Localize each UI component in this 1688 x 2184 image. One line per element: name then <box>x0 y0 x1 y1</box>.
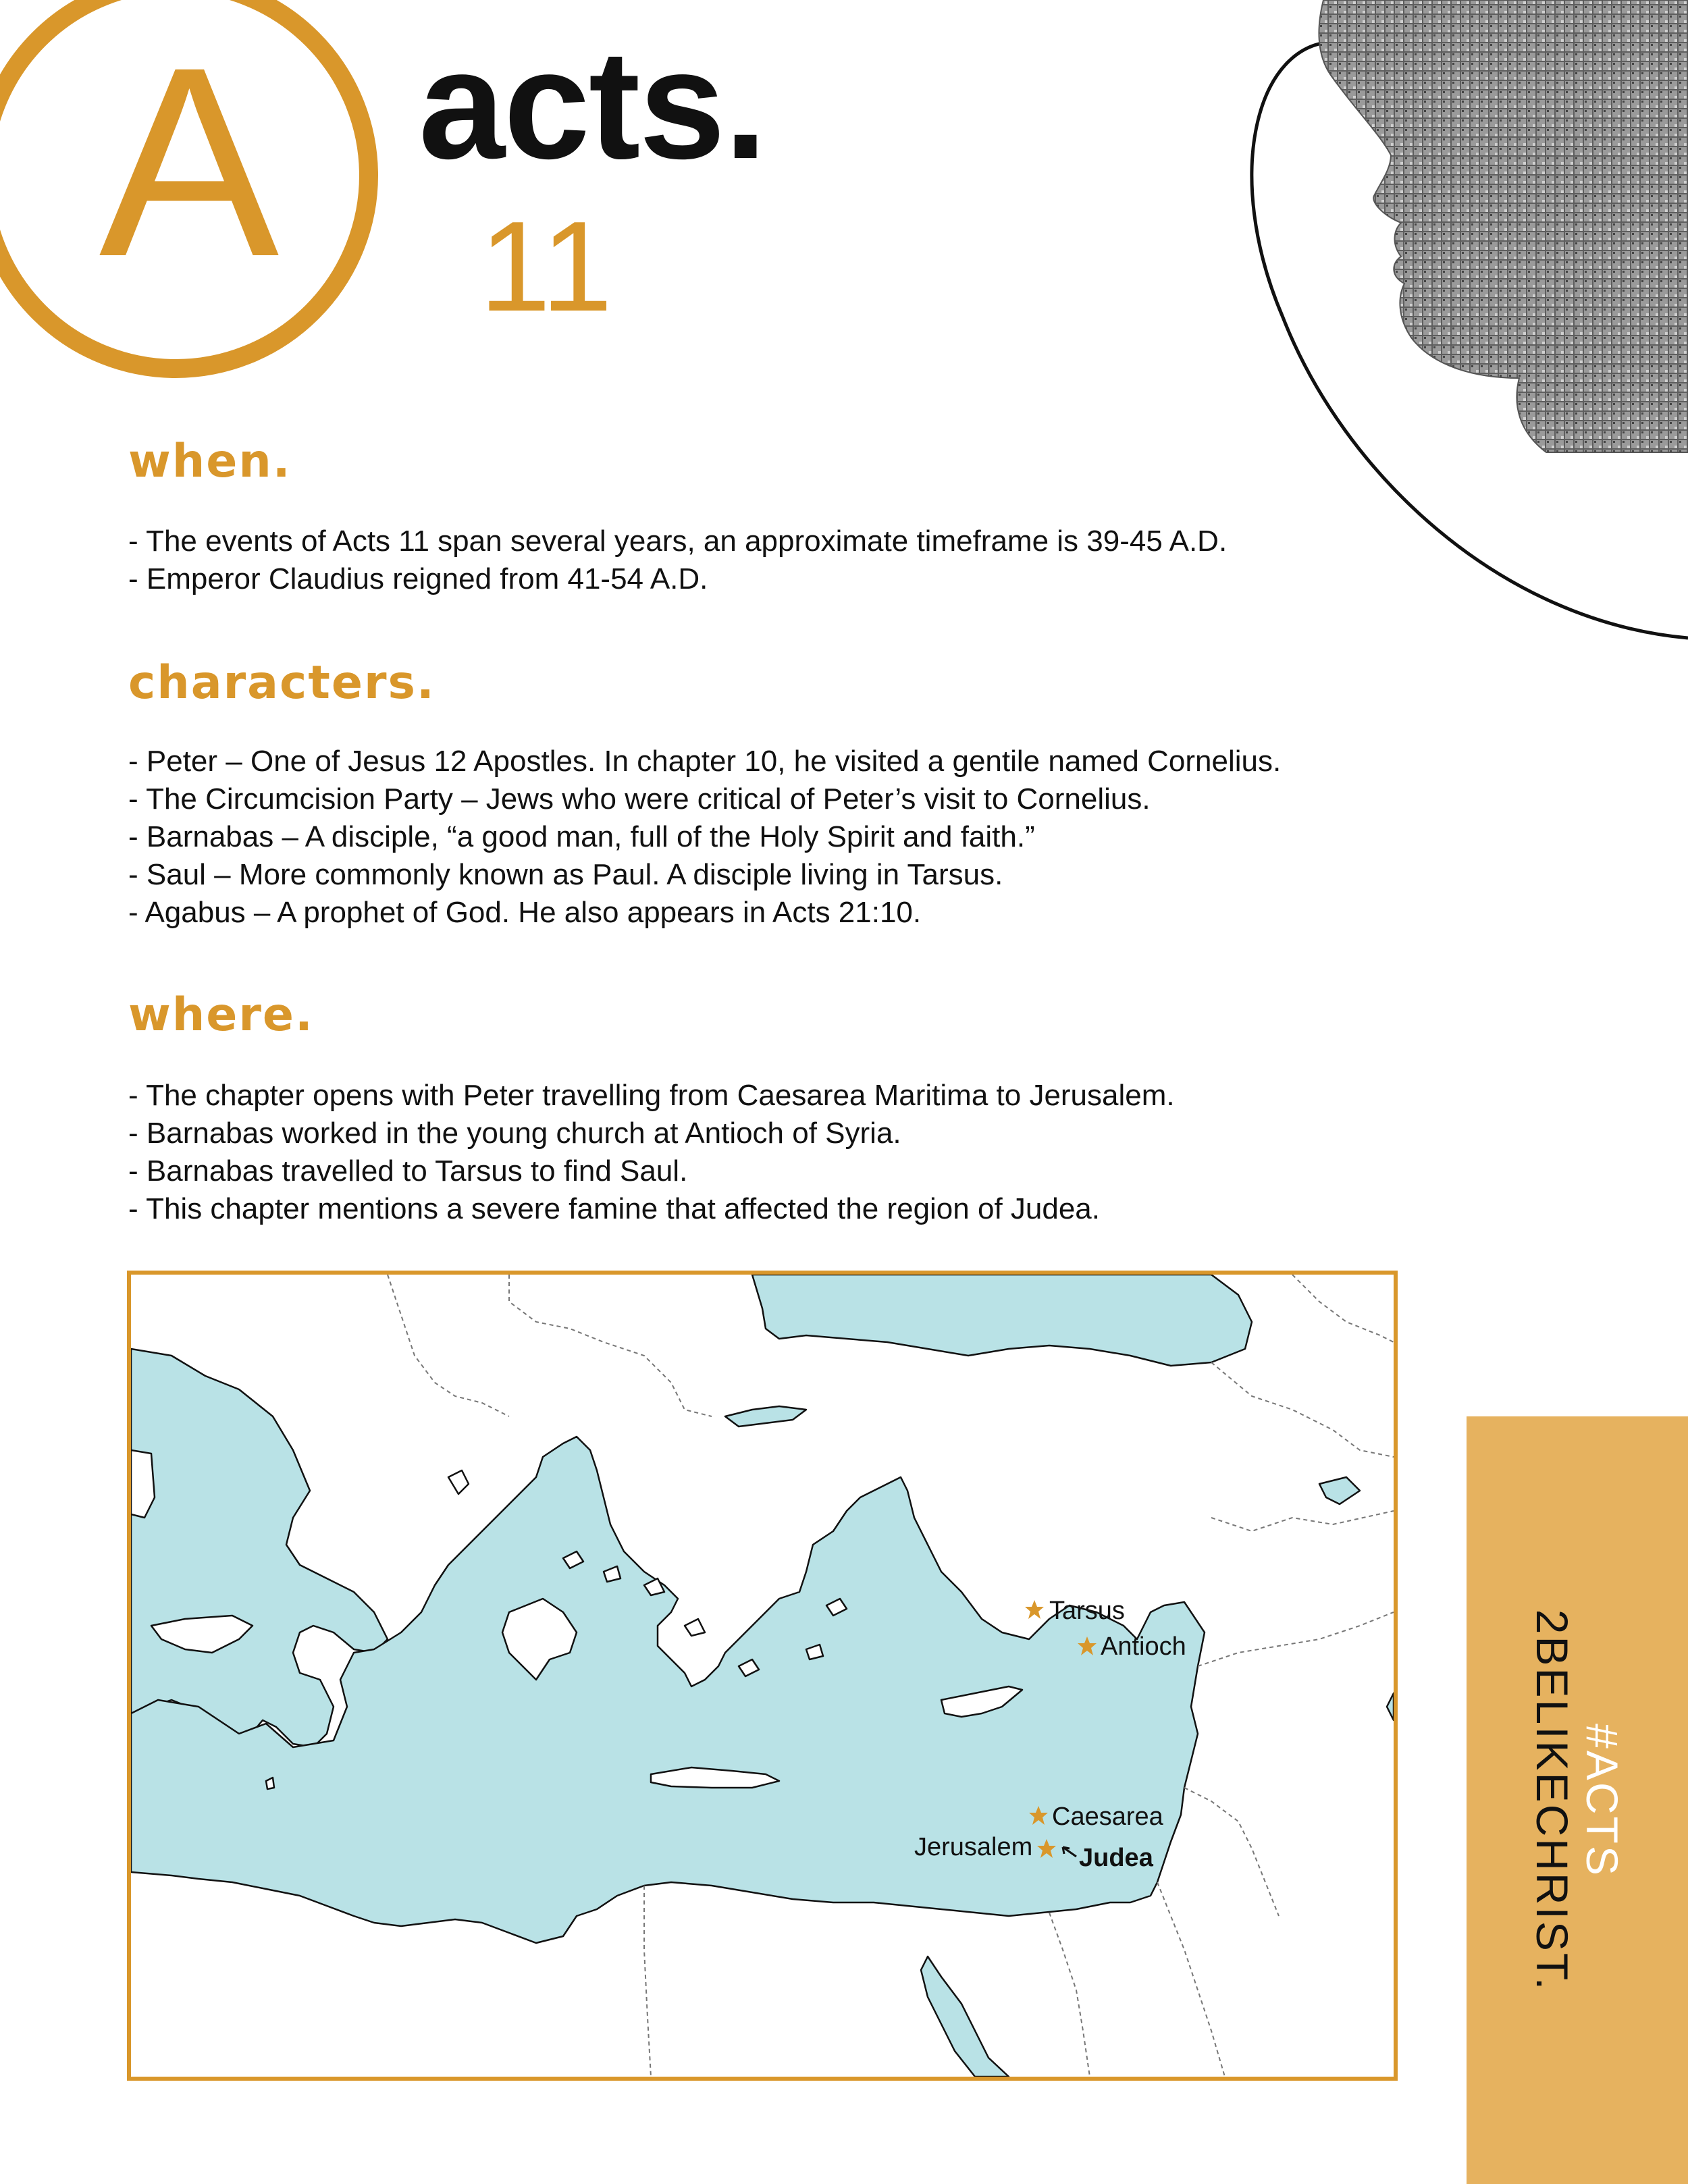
star-icon <box>1025 1600 1044 1619</box>
list-item: - The chapter opens with Peter travelling from Caesarea Maritima to Jerusalem. <box>128 1079 1175 1112</box>
bust-illustration <box>1229 0 1688 648</box>
label-antioch: Antioch <box>1101 1632 1186 1661</box>
list-item: - Saul – More commonly known as Paul. A disciple living in Tarsus. <box>128 858 1003 891</box>
characters-heading: characters. <box>128 656 436 710</box>
list-item: - Barnabas travelled to Tarsus to find Saul. <box>128 1154 688 1188</box>
label-caesarea: Caesarea <box>1052 1803 1163 1831</box>
list-item: - This chapter mentions a severe famine that affected the region of Judea. <box>128 1192 1101 1225</box>
list-item: - Barnabas worked in the young church at Antioch of Syria. <box>128 1117 901 1150</box>
side-tag-band <box>1467 1416 1688 2184</box>
hashtag-acts: #ACTS <box>1577 1723 1627 1877</box>
map <box>127 1271 1398 2081</box>
label-jerusalem: Jerusalem <box>914 1833 1033 1861</box>
list-item: - Agabus – A prophet of God. He also appears in Acts 21:10. <box>128 896 922 929</box>
list-item: - The events of Acts 11 span several years, an approximate timeframe is 39-45 A.D. <box>128 525 1228 558</box>
map-svg <box>131 1275 1394 2077</box>
logo-letter: A <box>99 11 280 313</box>
page-title: acts. <box>419 18 766 191</box>
label-tarsus: Tarsus <box>1049 1597 1125 1625</box>
black-sea <box>752 1275 1252 1366</box>
label-judea: Judea <box>1079 1844 1153 1872</box>
list-item: - Barnabas – A disciple, “a good man, full of the Holy Spirit and faith.” <box>128 820 1035 853</box>
characters-list <box>128 743 1281 932</box>
when-heading: when. <box>128 435 292 488</box>
where-list <box>128 1077 1175 1228</box>
list-item: - The Circumcision Party – Jews who were critical of Peter’s visit to Cornelius. <box>128 782 1151 816</box>
hashtag-2belikechrist: 2BELIKECHRIST. <box>1527 1609 1577 1992</box>
chapter-number: 11 <box>479 195 613 338</box>
where-heading: where. <box>128 988 314 1042</box>
sea-shapes <box>131 1275 1394 2077</box>
when-list <box>128 523 1227 598</box>
list-item: - Peter – One of Jesus 12 Apostles. In chapter 10, he visited a gentile named Cornelius. <box>128 745 1282 778</box>
list-item: - Emperor Claudius reigned from 41-54 A.D. <box>128 562 708 595</box>
